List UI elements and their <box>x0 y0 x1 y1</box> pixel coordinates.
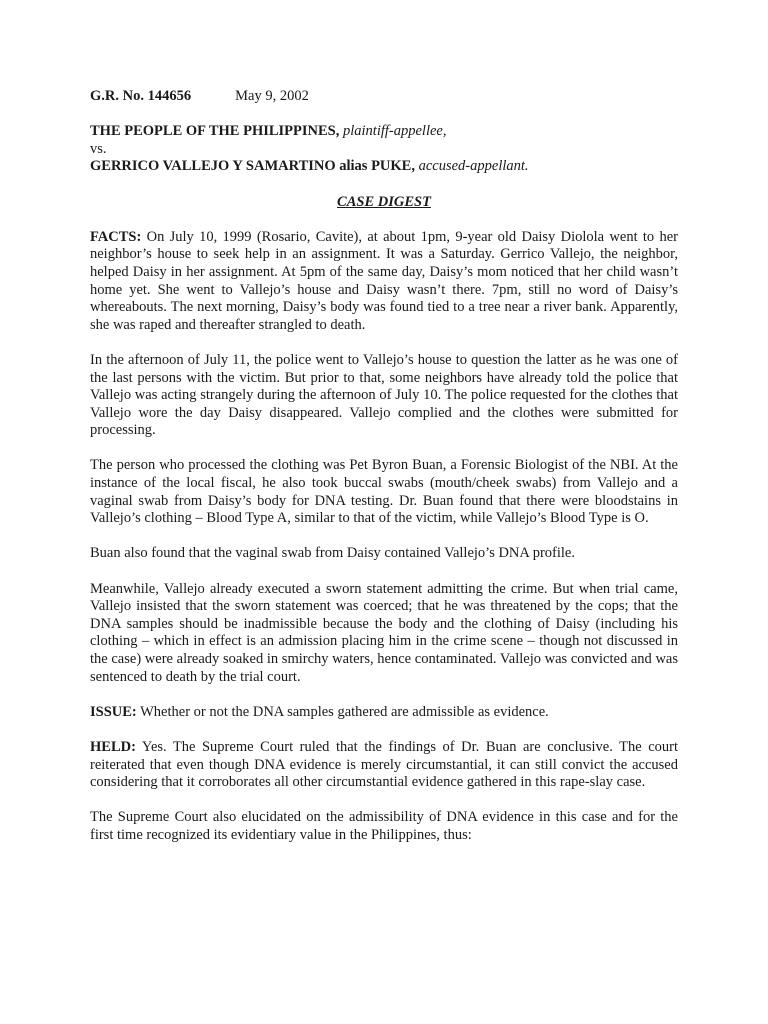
facts-label: FACTS: <box>90 228 142 245</box>
accused-line <box>90 158 678 176</box>
paragraph-forensic-processing: The person who processed the clothing was Pet Byron Buan, a Forensic Biologist of the NBI. At the instance of the local fiscal, he also took buccal swabs (mouth/cheek swabs) from Vallejo and a vaginal swab from Daisy’s body for DNA testing. Dr. Buan found that there were bloodstains in Vallejo’s clothing – Blood Type A, similar to that of the victim, while Vallejo’s Blood Type is O. <box>90 457 678 527</box>
plaintiff-name: THE PEOPLE OF THE PHILIPPINES, <box>90 123 340 140</box>
case-parties <box>90 123 678 176</box>
held-paragraph <box>90 739 678 792</box>
paragraph-police-visit: In the afternoon of July 11, the police went to Vallejo’s house to question the latter as he was one of the last persons with the victim. But prior to that, some neighbors have already told the police that Vallejo was acting strangely during the afternoon of July 10. The police requested for the clothes that Vallejo wore the day Daisy disappeared. Vallejo complied and the clothes were submitted for processing. <box>90 351 678 439</box>
held-label: HELD: <box>90 738 136 755</box>
case-header <box>90 88 678 106</box>
plaintiff-line <box>90 123 678 141</box>
accused-name: GERRICO VALLEJO Y SAMARTINO alias PUKE, <box>90 158 415 175</box>
issue-text: Whether or not the DNA samples gathered are admissible as evidence. <box>140 703 549 720</box>
decision-date: May 9, 2002 <box>235 88 309 104</box>
facts-paragraph <box>90 229 678 335</box>
gr-number: G.R. No. 144656 <box>90 88 192 104</box>
document-title: CASE DIGEST <box>337 193 431 210</box>
versus-line: vs. <box>90 140 107 157</box>
facts-text: On July 10, 1999 (Rosario, Cavite), at about 1pm, 9-year old Daisy Diolola went to her neighbor’s house to seek help in an assignment. It was a Saturday. Gerrico Vallejo, the neighbor, helped Daisy in her assignment. At 5pm of the same day, Daisy’s mom noticed that her child wasn’t home yet. She went to Vallejo’s house and Daisy wasn’t there. 7pm, still no word of Daisy’s whereabouts. The next morning, Daisy’s body was found tied to a tree near a river bank. Apparently, she was raped and thereafter strangled to death. <box>90 228 679 333</box>
accused-role: accused-appellant. <box>418 158 529 175</box>
paragraph-trial: Meanwhile, Vallejo already executed a sworn statement admitting the crime. But when trial came, Vallejo insisted that the sworn statement was coerced; that he was threatened by the cops; that the DNA samples should be inadmissible because the body and the clothing of Daisy (including his clothing – which in effect is an admission placing him in the crime scene – though not discussed in the case) were already soaked in smirchy waters, hence contaminated. Vallejo was convicted and was sentenced to death by the trial court. <box>90 580 678 685</box>
plaintiff-role: plaintiff-appellee, <box>343 123 447 140</box>
paragraph-dna-profile: Buan also found that the vaginal swab from Daisy contained Vallejo’s DNA profile. <box>90 545 575 562</box>
paragraph-admissibility: The Supreme Court also elucidated on the admissibility of DNA evidence in this case and for the first time recognized its evidentiary value in the Philippines, thus: <box>90 809 678 843</box>
held-text: Yes. The Supreme Court ruled that the findings of Dr. Buan are conclusive. The court reiterated that even though DNA evidence is merely circumstantial, it can still convict the accused considering that it corroborates all other circumstantial evidence gathered in this rape-slay case. <box>90 738 678 791</box>
document-page <box>90 88 678 862</box>
issue-label: ISSUE: <box>90 703 137 720</box>
issue-paragraph <box>90 704 678 722</box>
